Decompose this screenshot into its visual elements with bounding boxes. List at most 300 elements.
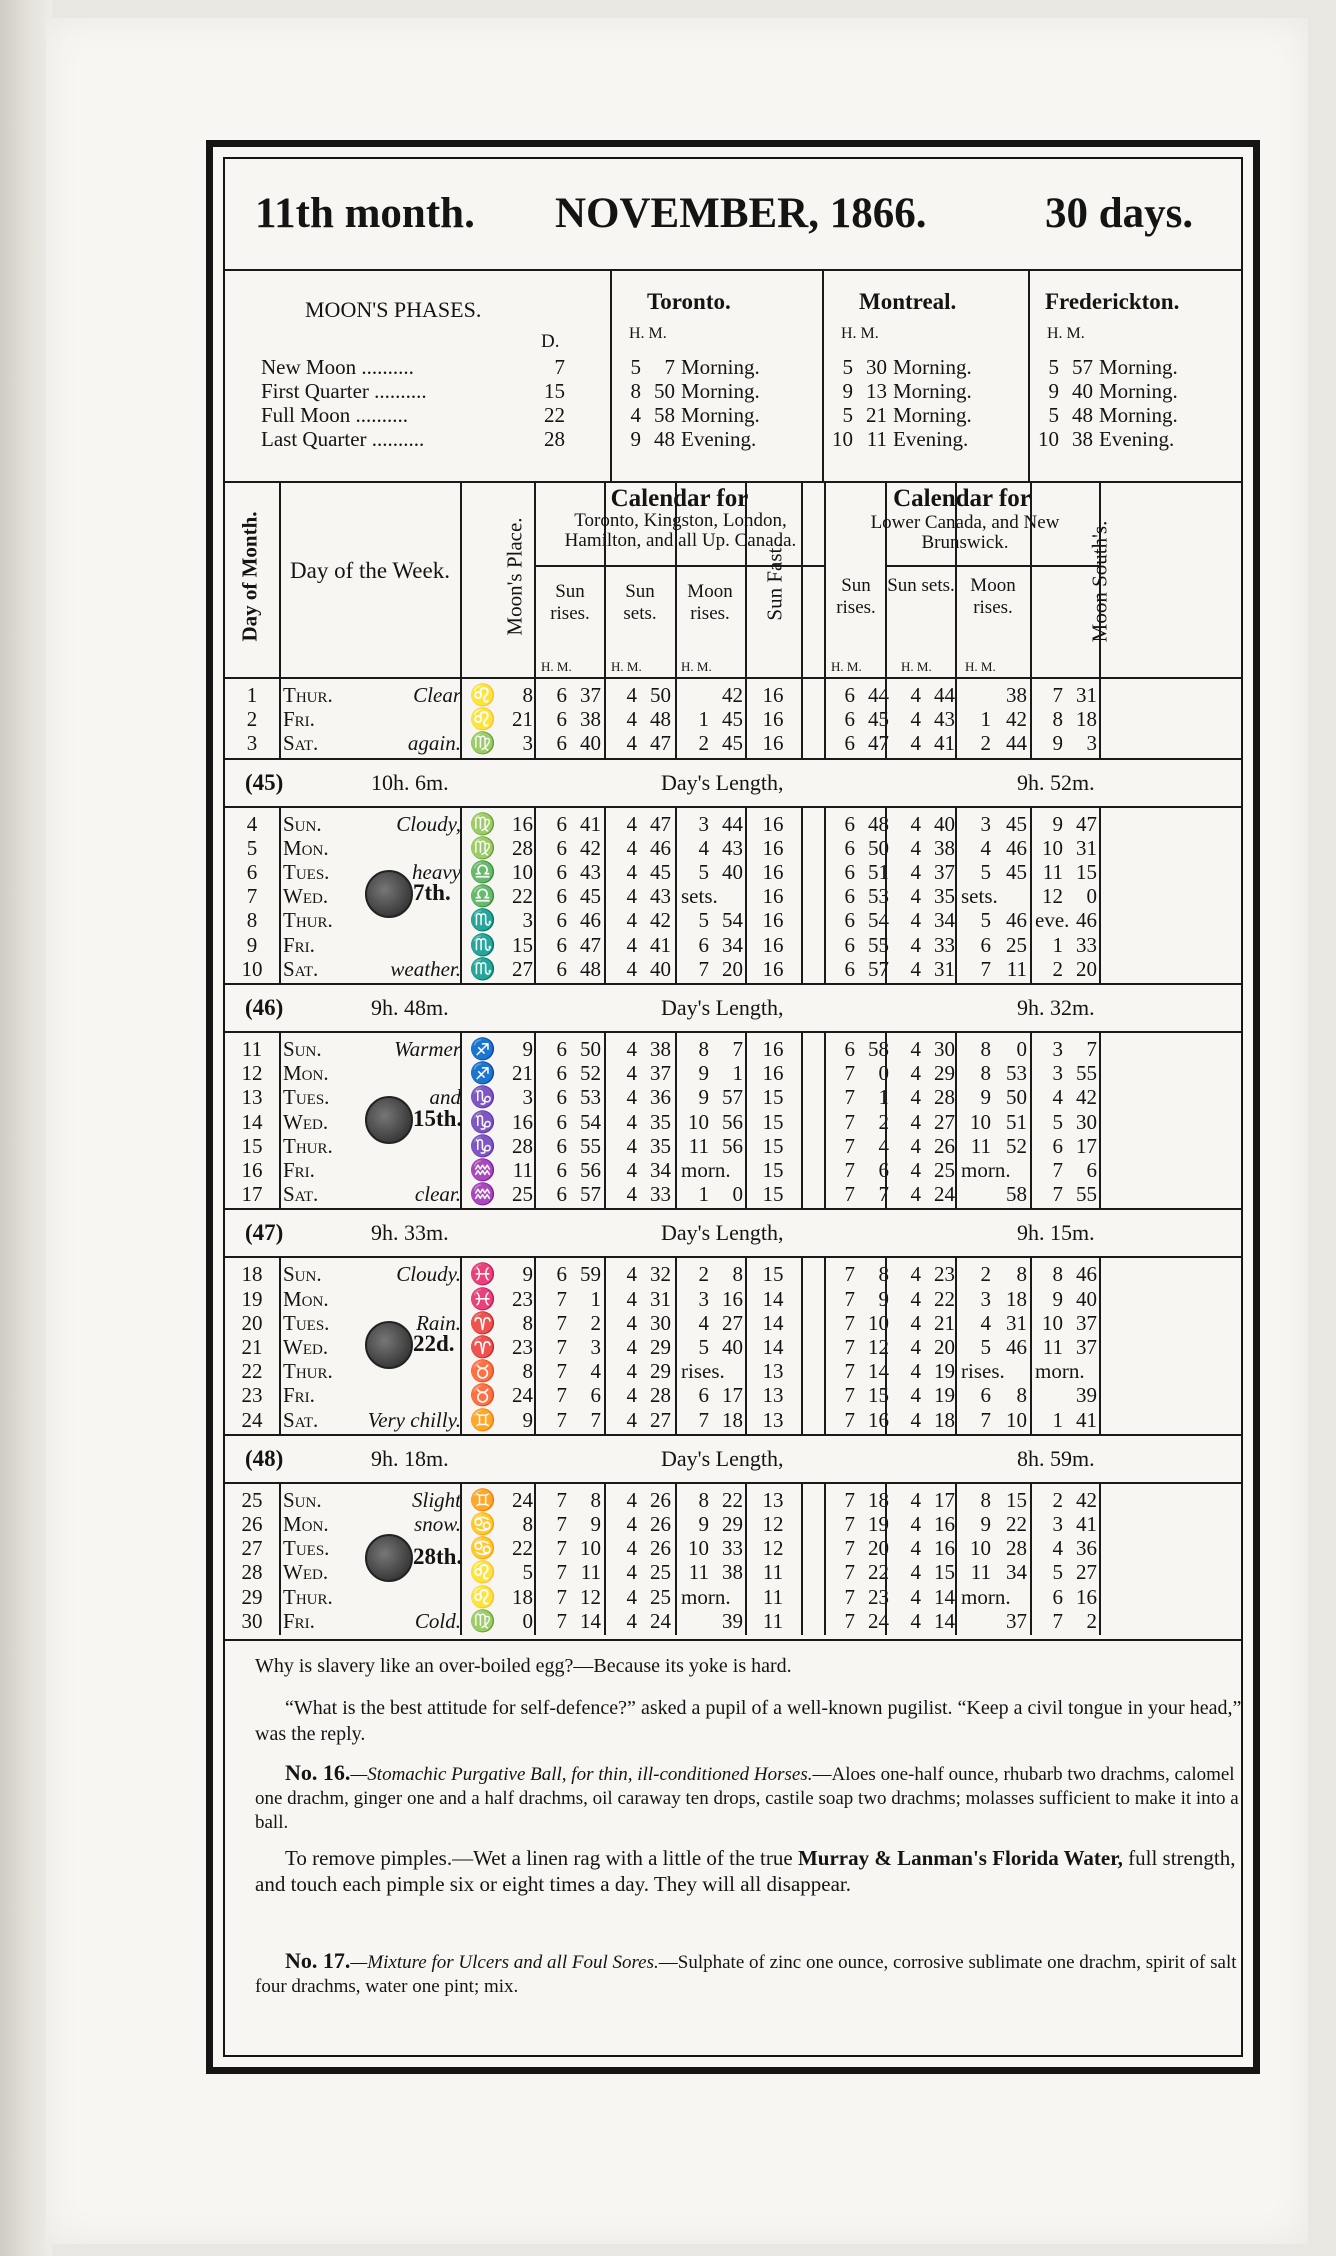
sun-set-m: 38 bbox=[650, 1037, 671, 1061]
moon-degree: 8 bbox=[522, 1310, 533, 1335]
moon-south-m: 2 bbox=[1086, 1608, 1097, 1633]
moon-rise-m: 18 bbox=[722, 1407, 743, 1432]
sun-rise-h: 6 bbox=[556, 1085, 567, 1110]
sun-set-h: 4 bbox=[626, 1359, 637, 1384]
moon-south-m: 42 bbox=[1076, 1487, 1097, 1512]
sun-set-h: 4 bbox=[626, 932, 637, 957]
phase-minute: 58 bbox=[654, 403, 675, 427]
sun-rise-m: 54 bbox=[580, 1109, 601, 1134]
moon-phase-icon bbox=[365, 1096, 413, 1144]
moon-south-h: 5 bbox=[1052, 1109, 1063, 1134]
day-of-month: 3 bbox=[246, 731, 258, 756]
moon-rise-h: 4 bbox=[698, 1310, 709, 1335]
phase-hm-label: H. M. bbox=[629, 325, 667, 342]
moon-rise-m-lc: 46 bbox=[1006, 835, 1027, 860]
day-of-month: 21 bbox=[241, 1335, 263, 1359]
moon-rise-m-lc: 51 bbox=[1006, 1109, 1027, 1134]
moon-rise-h: 8 bbox=[698, 1037, 709, 1061]
col-hm-label: H. M. bbox=[541, 659, 572, 674]
sun-set-h-lc: 4 bbox=[910, 1512, 921, 1536]
sun-set-m: 27 bbox=[650, 1407, 671, 1432]
sun-set-m-lc: 43 bbox=[934, 707, 955, 732]
moon-south-m: 0 bbox=[1086, 884, 1097, 909]
column-divider bbox=[885, 1482, 887, 1635]
column-divider bbox=[824, 677, 826, 758]
joke-pugilist: “What is the best attitude for self-defence?” asked a pupil of a well-known pugilist. “Keep a civil tongue in your head,” was the reply. bbox=[255, 1697, 1242, 1745]
sun-set-m-lc: 29 bbox=[934, 1061, 955, 1086]
moon-phase-date: 28th. bbox=[413, 1544, 463, 1570]
sun-rise-h: 7 bbox=[556, 1560, 567, 1585]
column-divider bbox=[279, 677, 281, 758]
sun-set-h-lc: 4 bbox=[910, 1182, 921, 1207]
day-length-lower: 9h. 52m. bbox=[1017, 769, 1095, 795]
sun-rise-h: 7 bbox=[556, 1383, 567, 1408]
recipe-17 bbox=[255, 1949, 1245, 1999]
sun-set-m-lc: 17 bbox=[934, 1487, 955, 1512]
sun-set-m-lc: 30 bbox=[934, 1037, 955, 1061]
moon-degree: 9 bbox=[522, 1262, 533, 1287]
sun-set-h-lc: 4 bbox=[910, 1383, 921, 1408]
sun-set-h-lc: 4 bbox=[910, 1560, 921, 1585]
moon-south-m: 36 bbox=[1076, 1536, 1097, 1561]
sun-set-m: 45 bbox=[650, 860, 671, 884]
moon-rise-m: 45 bbox=[722, 707, 743, 732]
day-of-month: 12 bbox=[241, 1061, 263, 1086]
day-of-week: Tues. bbox=[283, 860, 330, 884]
moon-rise-h: 5 bbox=[698, 1335, 709, 1359]
sun-rise-m: 52 bbox=[580, 1061, 601, 1086]
phase-period: Morning. bbox=[893, 403, 972, 427]
moon-degree: 22 bbox=[512, 884, 533, 909]
weather-note: Very chilly. bbox=[367, 1407, 461, 1432]
moon-rise-m: 20 bbox=[722, 956, 743, 981]
moon-phase-date: 22d. bbox=[413, 1331, 455, 1357]
moon-rise-m: 56 bbox=[722, 1109, 743, 1134]
moon-south-m: 55 bbox=[1076, 1182, 1097, 1207]
sun-set-m: 28 bbox=[650, 1383, 671, 1408]
moon-rise-h-lc: 9 bbox=[980, 1085, 991, 1110]
moon-rise-m-lc: 42 bbox=[1006, 707, 1027, 732]
moon-sign: ♐ bbox=[469, 1037, 497, 1061]
almanac-frame bbox=[206, 140, 1260, 2074]
day-of-week: Mon. bbox=[283, 1512, 329, 1536]
day-of-week: Sun. bbox=[283, 1037, 322, 1061]
page-header bbox=[225, 189, 1241, 249]
moon-south-m: 41 bbox=[1076, 1512, 1097, 1536]
moon-rise-h: 6 bbox=[698, 932, 709, 957]
phase-hour: 5 bbox=[1048, 403, 1059, 427]
moon-south-h: 7 bbox=[1052, 1182, 1063, 1207]
moon-sign: ♍ bbox=[469, 1608, 497, 1633]
moon-south-h: morn. bbox=[1035, 1359, 1085, 1384]
moon-rise-h-lc: 8 bbox=[980, 1061, 991, 1086]
phase-hour: 5 bbox=[842, 355, 853, 379]
weather-note: again. bbox=[407, 731, 461, 756]
column-divider bbox=[675, 1031, 677, 1208]
moon-rise-h: 3 bbox=[698, 1286, 709, 1311]
column-divider bbox=[745, 806, 747, 983]
day-of-month: 6 bbox=[246, 860, 258, 884]
moon-south-h: 6 bbox=[1052, 1584, 1063, 1609]
day-of-week: Thur. bbox=[283, 683, 333, 707]
column-divider bbox=[604, 1482, 606, 1635]
column-divider bbox=[801, 806, 803, 983]
week-rule bbox=[225, 1482, 1241, 1484]
moon-south-h: 10 bbox=[1042, 835, 1063, 860]
moon-south-h: 9 bbox=[1052, 811, 1063, 836]
moon-south-m: 7 bbox=[1086, 1037, 1097, 1061]
week-rule bbox=[225, 1031, 1241, 1033]
sun-rise-h-lc: 7 bbox=[844, 1262, 855, 1287]
moon-rise-h-lc: 6 bbox=[980, 932, 991, 957]
sun-set-h: 4 bbox=[626, 1061, 637, 1086]
moon-sign: ♋ bbox=[469, 1536, 497, 1561]
sun-fast: 16 bbox=[762, 683, 784, 707]
sun-set-m-lc: 15 bbox=[934, 1560, 955, 1585]
recipe-17-number: No. 17. bbox=[285, 1948, 351, 1973]
moon-south-h: 11 bbox=[1042, 1335, 1063, 1359]
moon-south-h: 3 bbox=[1052, 1037, 1063, 1061]
moon-rise-h: 10 bbox=[688, 1109, 709, 1134]
week-rule bbox=[225, 1208, 1241, 1210]
moon-rise-h: 7 bbox=[698, 956, 709, 981]
sun-rise-m: 40 bbox=[580, 731, 601, 756]
phase-period: Morning. bbox=[681, 403, 760, 427]
moon-rise-h-lc: 5 bbox=[980, 908, 991, 933]
day-of-week: Fri. bbox=[283, 707, 315, 732]
day-length-label: Day's Length, bbox=[661, 995, 784, 1020]
moon-rise-m: 7 bbox=[732, 1037, 743, 1061]
column-divider bbox=[955, 1031, 957, 1208]
sun-fast: 15 bbox=[762, 1085, 784, 1110]
day-of-month: 14 bbox=[241, 1109, 263, 1134]
moon-south-m: 55 bbox=[1076, 1061, 1097, 1086]
sun-set-h: 4 bbox=[626, 1262, 637, 1287]
col-hm-label: H. M. bbox=[901, 659, 932, 674]
moon-rise-h-lc: 8 bbox=[980, 1487, 991, 1512]
phase-city-name: Montreal. bbox=[859, 289, 957, 314]
phase-period: Morning. bbox=[1099, 403, 1178, 427]
moon-rise-m: 54 bbox=[722, 908, 743, 933]
moon-south-m: 41 bbox=[1076, 1407, 1097, 1432]
moon-south-h: 5 bbox=[1052, 1560, 1063, 1585]
column-divider bbox=[1030, 806, 1032, 983]
sun-rise-m: 42 bbox=[580, 835, 601, 860]
sun-set-h-lc: 4 bbox=[910, 683, 921, 707]
sun-set-h: 4 bbox=[626, 1383, 637, 1408]
moon-degree: 10 bbox=[512, 860, 533, 884]
sun-rise-m-lc: 44 bbox=[868, 683, 889, 707]
sun-rise-m: 57 bbox=[580, 1182, 601, 1207]
sun-rise-m-lc: 54 bbox=[868, 908, 889, 933]
sun-rise-m: 45 bbox=[580, 884, 601, 909]
sun-set-m-lc: 34 bbox=[934, 908, 955, 933]
col-sun-sets-lower: Sun sets. bbox=[887, 575, 955, 596]
moon-rise-h-lc: 3 bbox=[980, 1286, 991, 1311]
column-divider bbox=[675, 1482, 677, 1635]
moon-degree: 25 bbox=[512, 1182, 533, 1207]
day-of-week: Wed. bbox=[283, 1109, 329, 1134]
sun-set-m-lc: 28 bbox=[934, 1085, 955, 1110]
sun-set-m: 30 bbox=[650, 1310, 671, 1335]
sun-set-h: 4 bbox=[626, 860, 637, 884]
day-of-week: Mon. bbox=[283, 835, 329, 860]
col-hm-label: H. M. bbox=[611, 659, 642, 674]
phase-hour: 9 bbox=[630, 427, 641, 451]
phase-minute: 7 bbox=[664, 355, 675, 379]
sun-rise-h-lc: 6 bbox=[844, 860, 855, 884]
sun-set-m: 31 bbox=[650, 1286, 671, 1311]
moon-phase-icon bbox=[365, 1321, 413, 1369]
sun-rise-m-lc: 12 bbox=[868, 1335, 889, 1359]
sun-set-m-lc: 16 bbox=[934, 1512, 955, 1536]
week-rule bbox=[225, 983, 1241, 985]
pimples-text-b: full strength, and touch each pimple six or eight times a day. They will all disappear. bbox=[255, 1846, 1236, 1896]
moon-rise-h-lc: morn. bbox=[961, 1158, 1011, 1182]
sun-rise-h-lc: 7 bbox=[844, 1608, 855, 1633]
col-moon-rises-lower: Moon rises. bbox=[970, 575, 1016, 618]
sun-fast: 16 bbox=[762, 956, 784, 981]
sun-rise-h: 7 bbox=[556, 1487, 567, 1512]
sun-rise-m-lc: 58 bbox=[868, 1037, 889, 1061]
sun-set-h-lc: 4 bbox=[910, 860, 921, 884]
sun-fast: 12 bbox=[762, 1512, 784, 1536]
sun-rise-h: 6 bbox=[556, 908, 567, 933]
sun-set-h-lc: 4 bbox=[910, 1335, 921, 1359]
moon-degree: 5 bbox=[522, 1560, 533, 1585]
sun-set-h-lc: 4 bbox=[910, 1407, 921, 1432]
column-divider bbox=[955, 1482, 957, 1635]
moon-degree: 15 bbox=[512, 932, 533, 957]
col-cal-upper: Calendar for bbox=[610, 485, 749, 512]
col-sun-fast: Sun Fast. bbox=[762, 542, 787, 621]
sun-rise-m: 37 bbox=[580, 683, 601, 707]
sun-set-h: 4 bbox=[626, 707, 637, 732]
day-of-month: 26 bbox=[241, 1512, 263, 1536]
day-of-week: Fri. bbox=[283, 1158, 315, 1182]
moon-south-m: 39 bbox=[1076, 1383, 1097, 1408]
sun-rise-h: 6 bbox=[556, 932, 567, 957]
moon-rise-h: 4 bbox=[698, 835, 709, 860]
sun-fast: 16 bbox=[762, 1061, 784, 1086]
day-length-lower: 8h. 59m. bbox=[1017, 1445, 1095, 1471]
sun-set-h: 4 bbox=[626, 1158, 637, 1182]
sun-set-h-lc: 4 bbox=[910, 1133, 921, 1158]
moon-rise-m: 1 bbox=[732, 1061, 743, 1086]
week-rule bbox=[225, 1434, 1241, 1436]
moon-south-m: 40 bbox=[1076, 1286, 1097, 1311]
column-divider bbox=[279, 806, 281, 983]
phase-city-name: Toronto. bbox=[647, 289, 731, 314]
moon-rise-h: morn. bbox=[681, 1584, 731, 1609]
sun-set-h-lc: 4 bbox=[910, 1536, 921, 1561]
sun-set-m-lc: 24 bbox=[934, 1182, 955, 1207]
column-divider bbox=[460, 806, 462, 983]
weather-note: Cloudy, bbox=[396, 811, 461, 836]
moon-south-h: 2 bbox=[1052, 1487, 1063, 1512]
sun-rise-m-lc: 19 bbox=[868, 1512, 889, 1536]
moon-south-m: 15 bbox=[1076, 860, 1097, 884]
sun-set-m-lc: 21 bbox=[934, 1310, 955, 1335]
moon-south-m: 30 bbox=[1076, 1109, 1097, 1134]
moon-sign: ♍ bbox=[469, 835, 497, 860]
moon-rise-m: 29 bbox=[722, 1512, 743, 1536]
sun-rise-h-lc: 6 bbox=[844, 932, 855, 957]
sun-set-h-lc: 4 bbox=[910, 811, 921, 836]
col-hm-label: H. M. bbox=[831, 659, 862, 674]
moon-south-m: 31 bbox=[1076, 683, 1097, 707]
sun-rise-m: 50 bbox=[580, 1037, 601, 1061]
sun-rise-h-lc: 7 bbox=[844, 1383, 855, 1408]
moon-degree: 21 bbox=[512, 1061, 533, 1086]
sun-set-h-lc: 4 bbox=[910, 1584, 921, 1609]
colheads-rule bbox=[225, 677, 1241, 679]
moon-rise-h: 2 bbox=[698, 731, 709, 756]
sun-set-m-lc: 40 bbox=[934, 811, 955, 836]
sun-set-h: 4 bbox=[626, 683, 637, 707]
moon-rise-m-lc: 45 bbox=[1006, 860, 1027, 884]
weather-note: weather. bbox=[390, 956, 461, 981]
moon-rise-h: 11 bbox=[688, 1133, 709, 1158]
moon-degree: 16 bbox=[512, 1109, 533, 1134]
moon-rise-m-lc: 11 bbox=[1006, 956, 1027, 981]
moon-south-m: 6 bbox=[1086, 1158, 1097, 1182]
column-divider bbox=[1099, 1031, 1101, 1208]
moon-rise-h-lc: 9 bbox=[980, 1512, 991, 1536]
sun-set-m-lc: 16 bbox=[934, 1536, 955, 1561]
sun-fast: 16 bbox=[762, 860, 784, 884]
moon-rise-h: 8 bbox=[698, 1487, 709, 1512]
moon-degree: 16 bbox=[512, 811, 533, 836]
moon-rise-m-lc: 58 bbox=[1006, 1182, 1027, 1207]
sun-set-m-lc: 14 bbox=[934, 1608, 955, 1633]
sun-set-h-lc: 4 bbox=[910, 1158, 921, 1182]
col-hm-label: H. M. bbox=[965, 659, 996, 674]
sun-set-m: 48 bbox=[650, 707, 671, 732]
day-of-week: Fri. bbox=[283, 1383, 315, 1408]
sun-set-h-lc: 4 bbox=[910, 1286, 921, 1311]
sun-set-m: 29 bbox=[650, 1359, 671, 1384]
phase-hour: 9 bbox=[1048, 379, 1059, 403]
moon-south-m: 33 bbox=[1076, 932, 1097, 957]
moon-sign: ♋ bbox=[469, 1512, 497, 1536]
sun-set-m: 35 bbox=[650, 1109, 671, 1134]
moon-degree: 3 bbox=[522, 908, 533, 933]
moon-rise-h-lc: 6 bbox=[980, 1383, 991, 1408]
phase-period: Morning. bbox=[893, 355, 972, 379]
day-of-week: Sat. bbox=[283, 956, 319, 981]
phase-day: 22 bbox=[544, 403, 565, 427]
sun-rise-m-lc: 6 bbox=[878, 1158, 889, 1182]
sun-set-m: 40 bbox=[650, 956, 671, 981]
sun-rise-m-lc: 4 bbox=[878, 1133, 889, 1158]
sun-fast: 14 bbox=[762, 1335, 784, 1359]
day-of-month: 18 bbox=[241, 1262, 263, 1287]
column-divider bbox=[1030, 1256, 1032, 1433]
sun-set-m-lc: 23 bbox=[934, 1262, 955, 1287]
moon-rise-m-lc: 28 bbox=[1006, 1536, 1027, 1561]
weather-note: Clear bbox=[413, 683, 461, 707]
moon-rise-m-lc: 10 bbox=[1006, 1407, 1027, 1432]
sun-rise-m-lc: 24 bbox=[868, 1608, 889, 1633]
sun-fast: 15 bbox=[762, 1262, 784, 1287]
moon-degree: 11 bbox=[512, 1158, 533, 1182]
moon-rise-h: 11 bbox=[688, 1560, 709, 1585]
week-number: (48) bbox=[245, 1445, 284, 1471]
sun-rise-m-lc: 50 bbox=[868, 835, 889, 860]
sun-set-h: 4 bbox=[626, 1182, 637, 1207]
week-rule bbox=[225, 758, 1241, 760]
sun-rise-h: 7 bbox=[556, 1310, 567, 1335]
column-divider bbox=[745, 1256, 747, 1433]
moon-rise-h-lc: 3 bbox=[980, 811, 991, 836]
phase-period: Morning. bbox=[893, 379, 972, 403]
sun-rise-m: 8 bbox=[590, 1487, 601, 1512]
sun-rise-m-lc: 23 bbox=[868, 1584, 889, 1609]
phase-day: 28 bbox=[544, 427, 565, 451]
almanac-inner-frame bbox=[223, 157, 1243, 2057]
day-of-month: 17 bbox=[241, 1182, 263, 1207]
phase-minute: 40 bbox=[1072, 379, 1093, 403]
column-divider bbox=[675, 1256, 677, 1433]
weather-note: Rain. bbox=[416, 1310, 461, 1335]
moon-rise-h-lc: 11 bbox=[970, 1133, 991, 1158]
day-of-week: Tues. bbox=[283, 1536, 330, 1561]
phase-day: 15 bbox=[544, 379, 565, 403]
moon-rise-h: rises. bbox=[681, 1359, 725, 1384]
moon-sign: ♉ bbox=[469, 1359, 497, 1384]
sun-set-h: 4 bbox=[626, 1085, 637, 1110]
moon-rise-h-lc: 11 bbox=[970, 1560, 991, 1585]
recipe-16-number: No. 16. bbox=[285, 1760, 351, 1785]
day-of-month: 8 bbox=[246, 908, 258, 933]
sun-rise-h-lc: 7 bbox=[844, 1133, 855, 1158]
sun-rise-m-lc: 8 bbox=[878, 1262, 889, 1287]
sun-set-m-lc: 25 bbox=[934, 1158, 955, 1182]
day-of-month: 27 bbox=[241, 1536, 263, 1561]
sun-set-h-lc: 4 bbox=[910, 1085, 921, 1110]
moon-rise-h-lc: sets. bbox=[961, 884, 998, 909]
sun-fast: 16 bbox=[762, 908, 784, 933]
column-divider bbox=[885, 1031, 887, 1208]
month-title: NOVEMBER, 1866. bbox=[555, 190, 927, 237]
month-number: 11th month. bbox=[255, 190, 475, 237]
sun-set-h-lc: 4 bbox=[910, 1359, 921, 1384]
week-number: (47) bbox=[245, 1220, 284, 1246]
phases-rule bbox=[225, 481, 1241, 483]
sun-set-h: 4 bbox=[626, 1037, 637, 1061]
moon-rise-m: 44 bbox=[722, 811, 743, 836]
column-divider bbox=[824, 1256, 826, 1433]
sun-fast: 14 bbox=[762, 1310, 784, 1335]
sun-fast: 12 bbox=[762, 1536, 784, 1561]
sun-set-m: 26 bbox=[650, 1487, 671, 1512]
moon-rise-h-lc: 4 bbox=[980, 1310, 991, 1335]
sun-rise-m: 43 bbox=[580, 860, 601, 884]
moon-sign: ♍ bbox=[469, 811, 497, 836]
col-moon-souths: Moon South's. bbox=[1087, 520, 1112, 643]
day-of-month: 9 bbox=[246, 932, 258, 957]
sun-rise-h-lc: 7 bbox=[844, 1359, 855, 1384]
moon-degree: 9 bbox=[522, 1037, 533, 1061]
day-of-week: Fri. bbox=[283, 932, 315, 957]
moon-rise-h: 10 bbox=[688, 1536, 709, 1561]
moon-degree: 0 bbox=[522, 1608, 533, 1633]
moon-degree: 3 bbox=[522, 1085, 533, 1110]
column-divider bbox=[279, 1256, 281, 1433]
moon-south-m: 46 bbox=[1076, 1262, 1097, 1287]
moon-rise-m: 45 bbox=[722, 731, 743, 756]
